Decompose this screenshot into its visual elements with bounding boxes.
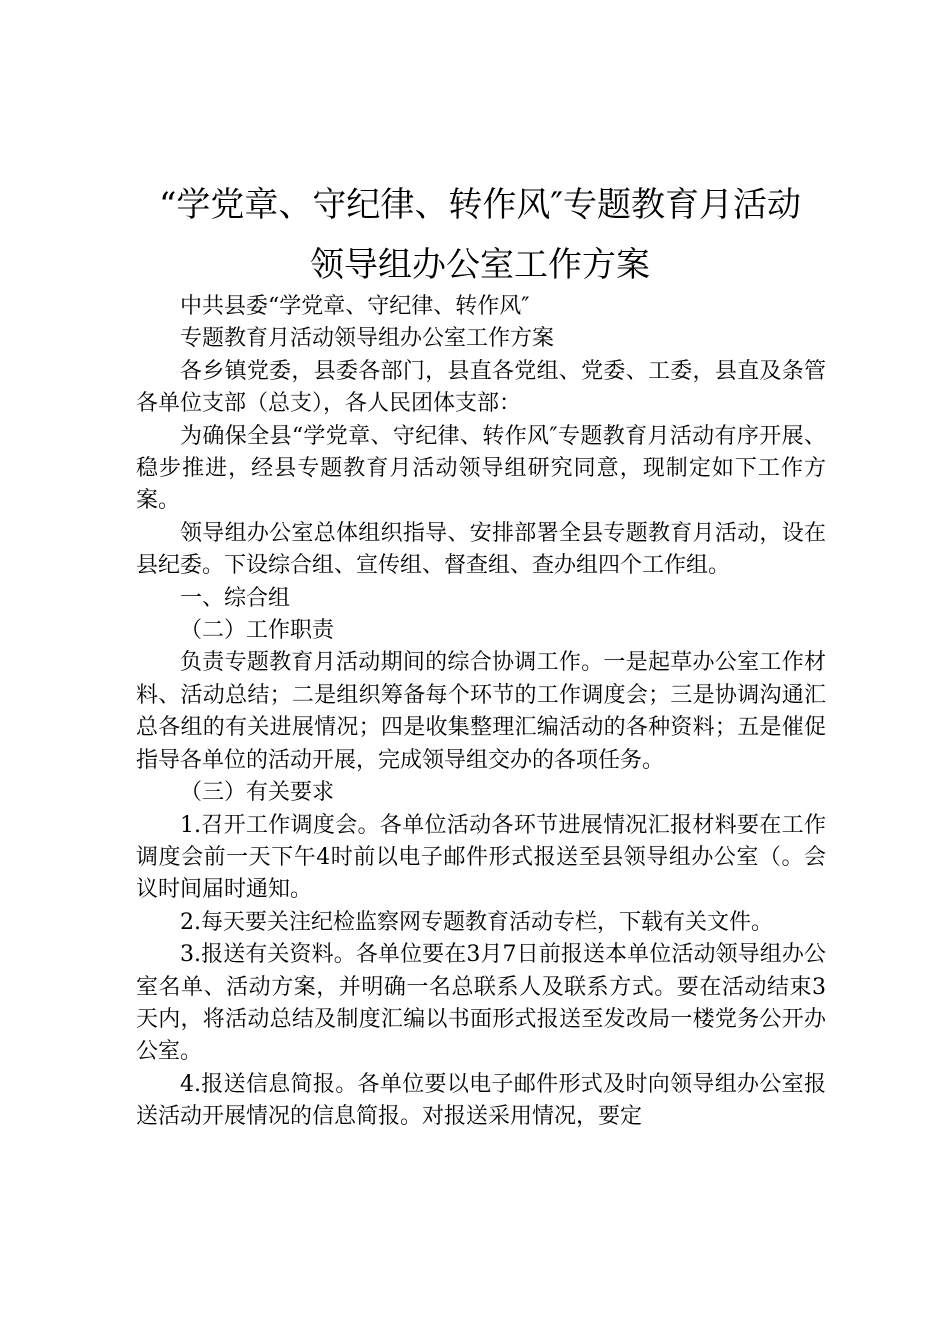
requirement-item-3: 3.报送有关资料。各单位要在3月7日前报送本单位活动领导组办公室名单、活动方案，并明确一名总联系人及联系方式。要在活动结束3天内，将活动总结及制度汇编以书面形式报送至发改局一楼党务公开办公室。 <box>136 942 826 1065</box>
section-heading-general-group: 一、综合组 <box>180 585 291 611</box>
office-overview-paragraph: 领导组办公室总体组织指导、安排部署全县专题教育月活动，设在县纪委。下设综合组、宣传组、督查组、查办组四个工作组。 <box>136 520 826 579</box>
duties-paragraph: 负责专题教育月活动期间的综合协调工作。一是起草办公室工作材料、活动总结；二是组织筹备每个环节的工作调度会；三是协调沟通汇总各组的有关进展情况；四是收集整理汇编活动的各种资料；五是催促指导各单位的活动开展，完成领导组交办的各项任务。 <box>136 650 826 773</box>
intro-paragraph: 为确保全县“学党章、守纪律、转作风″专题教育月活动有序开展、稳步推进，经县专题教育月活动领导组研究同意，现制定如下工作方案。 <box>136 423 826 514</box>
requirement-item-1: 1.召开工作调度会。各单位活动各环节进展情况汇报材料要在工作调度会前一天下午4时前以电子邮件形式报送至县领导组办公室（。会议时间届时通知。 <box>136 812 826 903</box>
recipient-header-line-2: 专题教育月活动领导组办公室工作方案 <box>180 326 555 352</box>
requirement-item-2: 2.每天要关注纪检监察网专题教育活动专栏，下载有关文件。 <box>180 909 773 935</box>
subsection-heading-requirements: （三）有关要求 <box>180 780 335 806</box>
document-title-line-2: 领导组办公室工作方案 <box>310 245 650 285</box>
addressee-paragraph: 各乡镇党委，县委各部门，县直各党组、党委、工委，县直及条管各单位支部（总支），各人民团体支部： <box>136 358 826 417</box>
subsection-heading-duties: （二）工作职责 <box>180 618 335 644</box>
document-title-line-1: “学党章、守纪律、转作风″专题教育月活动 <box>158 185 802 225</box>
requirement-item-4: 4.报送信息简报。各单位要以电子邮件形式及时向领导组办公室报送活动开展情况的信息简报。对报送采用情况，要定 <box>136 1071 826 1130</box>
recipient-header-line-1: 中共县委“学党章、守纪律、转作风″ <box>180 294 530 319</box>
document-body <box>136 291 826 1134</box>
